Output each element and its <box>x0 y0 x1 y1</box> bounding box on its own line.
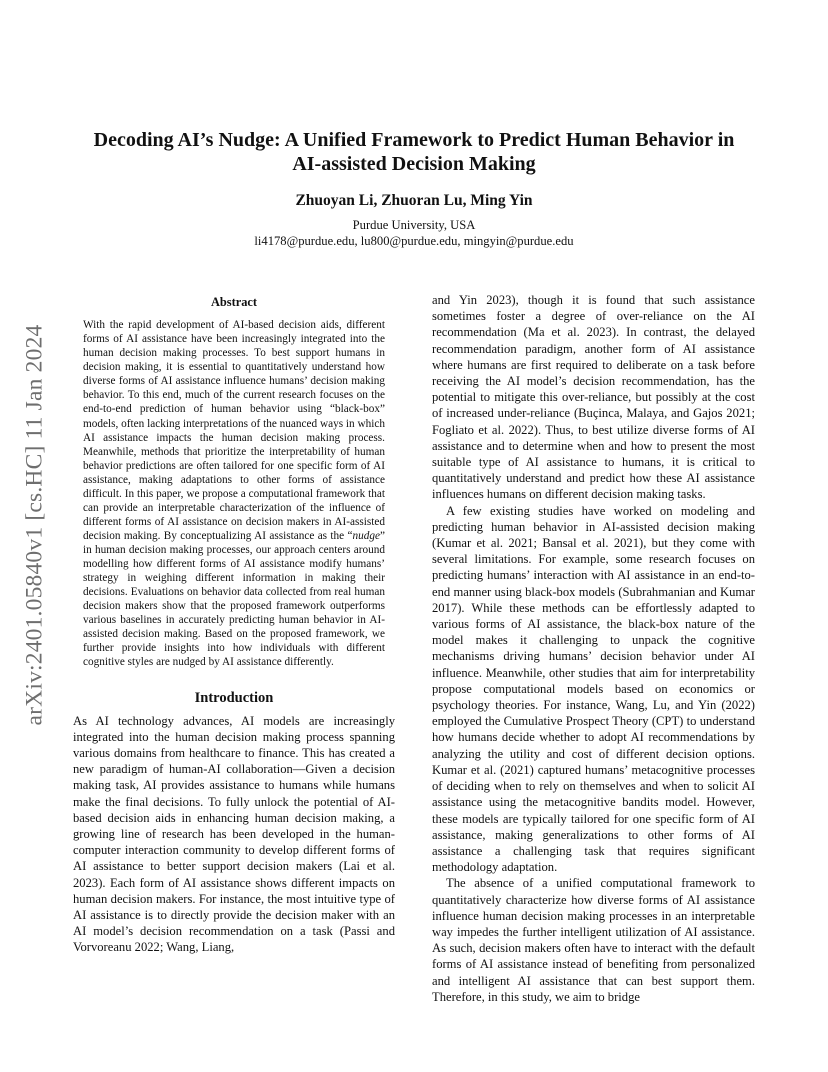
affiliation: Purdue University, USA <box>352 218 476 232</box>
introduction-paragraph-3: The absence of a unified computational framework to quantitatively characterize how diverse forms of AI assistance influence human decision making processes in an interpretable way impedes the further intelligent utilization of AI assistance. As such, decision makers often have to interact with the default forms of AI assistance instead of benefiting from personalized and intelligent AI assistance that can best support them. Therefore, in this study, we aim to bridge <box>432 876 755 1004</box>
introduction-paragraph-2: A few existing studies have worked on modeling and predicting human behavior in AI-assisted decision making (Kumar et al. 2021; Bansal et al. 2021), but they come with several limitations. For example, some research focuses on predicting humans’ interaction with AI assistance in an end-to-end manner using black-box models (Subrahmanian and Kumar 2017). While these methods can be effortlessly adapted to various forms of AI assistance, the black-box nature of the model makes it challenging to unpack the cognitive mechanisms driving humans’ decision behavior under AI influence. Meanwhile, other studies that aim for interpretability propose computational models based on economics or psychology theories. For instance, Wang, Lu, and Yin (2022) employed the Cumulative Prospect Theory (CPT) to understand how humans decide whether to adopt AI recommendations by analyzing the utility and cost of different decision options. Kumar et al. (2021) captured humans’ metacognitive processes of deciding when to rely on themselves and when to solicit AI assistance using the metacognitive bandits model. However, these models are typically tailored for one specific form of AI assistance, making generalizations to other forms of AI assistance a challenging task that requires significant methodology adaptation. <box>432 503 755 875</box>
right-column <box>432 292 755 1005</box>
paper-title: Decoding AI’s Nudge: A Unified Framework to Predict Human Behavior in AI-assisted Decision Making <box>93 129 735 175</box>
arxiv-identifier-text: arXiv:2401.05840v1 [cs.HC] 11 Jan 2024 <box>21 324 48 726</box>
abstract-text-part1: With the rapid development of AI-based decision aids, different forms of AI assistance have been increasingly integrated into the human decision making processes. To best support humans in decision making, it is essential to quantitatively understand how diverse forms of AI assistance influence humans’ decision making behavior. To this end, much of the current research focuses on the end-to-end prediction of human behavior using “black-box” models, often lacking interpretations of the nuanced ways in which AI assistance impacts the human decision making process. Meanwhile, methods that prioritize the interpretability of human behavior predictions are often tailored for one specific form of AI assistance, making adaptations to other forms of assistance difficult. In this paper, we propose a computational framework that can provide an interpretable characterization of the influence of different forms of AI assistance on decision makers in AI-assisted decision making. By conceptualizing AI assistance as the “ <box>83 319 385 542</box>
introduction-paragraph-1: As AI technology advances, AI models are increasingly integrated into the human decision making process spanning various domains from healthcare to finance. This has created a new paradigm of human-AI collaboration—Given a decision making task, AI provides assistance to humans while humans make the final decisions. To fully unlock the potential of AI-based decision aids in enhancing human decision making, a growing line of research has been developed in the human-computer interaction community to develop different forms of AI assistance to better support decision makers (Lai et al. 2023). Each form of AI assistance shows different impacts on human decision makers. For instance, the most intuitive type of AI assistance is to directly provide the decision maker with an AI model’s decision recommendation on a task (Passi and Vorvoreanu 2022; Wang, Liang, <box>73 713 395 955</box>
introduction-paragraph-1-continued: and Yin 2023), though it is found that such assistance sometimes foster a degree of over-reliance on the AI recommendation (Ma et al. 2023). In contrast, the delayed recommendation paradigm, another form of AI assistance where humans are first required to deliberate on a task before receiving the AI model’s decision recommendation, has the potential to mitigate this over-reliance, but possibly at the cost of increased under-reliance (Buçinca, Malaya, and Gajos 2021; Fogliato et al. 2022). Thus, to best utilize diverse forms of AI assistance and to determine when and how to present the most suitable type of AI assistance to humans, it is critical to quantitatively understand and predict how these AI assistance influences humans on different decision making tasks. <box>432 293 755 502</box>
author-affiliation-block <box>80 217 748 249</box>
abstract-heading: Abstract <box>210 295 258 309</box>
left-column <box>73 294 395 956</box>
abstract-emphasis-nudge: nudge <box>352 529 380 542</box>
arxiv-identifier <box>20 290 50 760</box>
abstract-text <box>83 318 385 669</box>
abstract-text-part2: ” in human decision making processes, our approach centers around modelling how different forms of AI assistance modify humans’ strategy in weighing different information in making their decisions. Evaluations on behavior data collected from real human decision makers show that the proposed framework outperforms various baselines in accurately predicting human behavior in AI-assisted decision making. Based on the proposed framework, we further provide insights into how individuals with different cognitive styles are nudged by AI assistance differently. <box>83 529 385 669</box>
introduction-heading: Introduction <box>194 690 274 707</box>
author-emails: li4178@purdue.edu, lu800@purdue.edu, mingyin@purdue.edu <box>254 234 574 248</box>
paper-authors: Zhuoyan Li, Zhuoran Lu, Ming Yin <box>295 192 533 209</box>
